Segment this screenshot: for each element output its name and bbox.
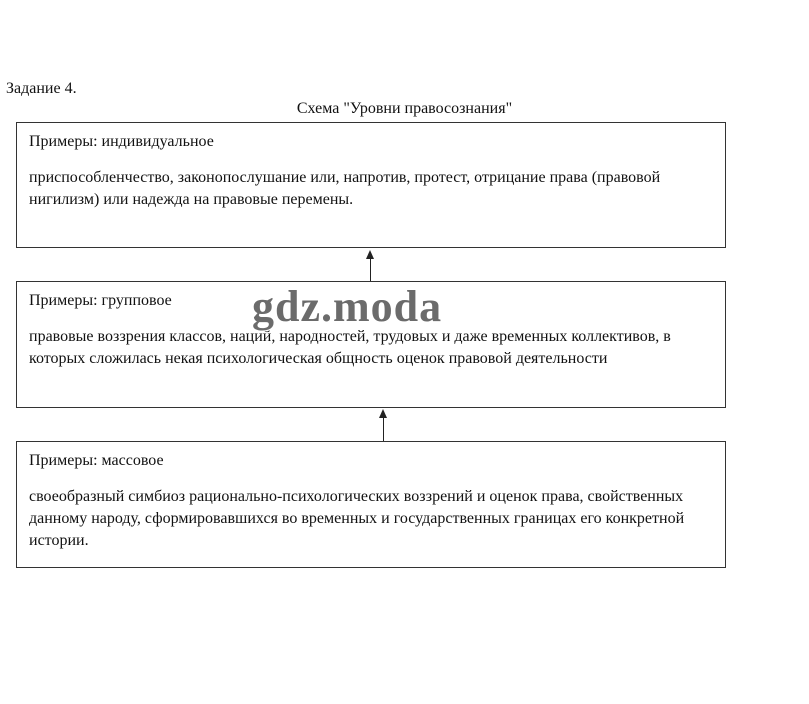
scheme-title: Схема "Уровни правосознания": [296, 100, 513, 117]
watermark: gdz.moda: [252, 282, 443, 331]
level-heading-individual: Примеры: индивидуальное: [29, 133, 214, 150]
level-box-individual: [16, 122, 726, 248]
level-text-individual: приспособленчество, законопослушание или, напротив, протест, отрицание права (правовой нигилизм) или надежда на правовые перемены.: [29, 169, 661, 208]
task-label: Задание 4.: [6, 80, 77, 97]
level-text-group: правовые воззрения классов, наций, народностей, трудовых и даже временных коллективов, в которых сложилась некая психологическая общность оценок правовой деятельности: [29, 328, 671, 367]
level-heading-mass: Примеры: массовое: [29, 452, 164, 469]
arrow-up-icon: [370, 257, 371, 281]
level-heading-group: Примеры: групповое: [29, 292, 172, 309]
level-box-mass: [16, 441, 726, 568]
arrow-up-icon: [383, 416, 384, 441]
level-text-mass: своеобразный симбиоз рационально-психологических воззрений и оценок права, свойственных данному народу, сформировавшихся во временных и государственных границах его конкретной истории.: [29, 488, 685, 549]
